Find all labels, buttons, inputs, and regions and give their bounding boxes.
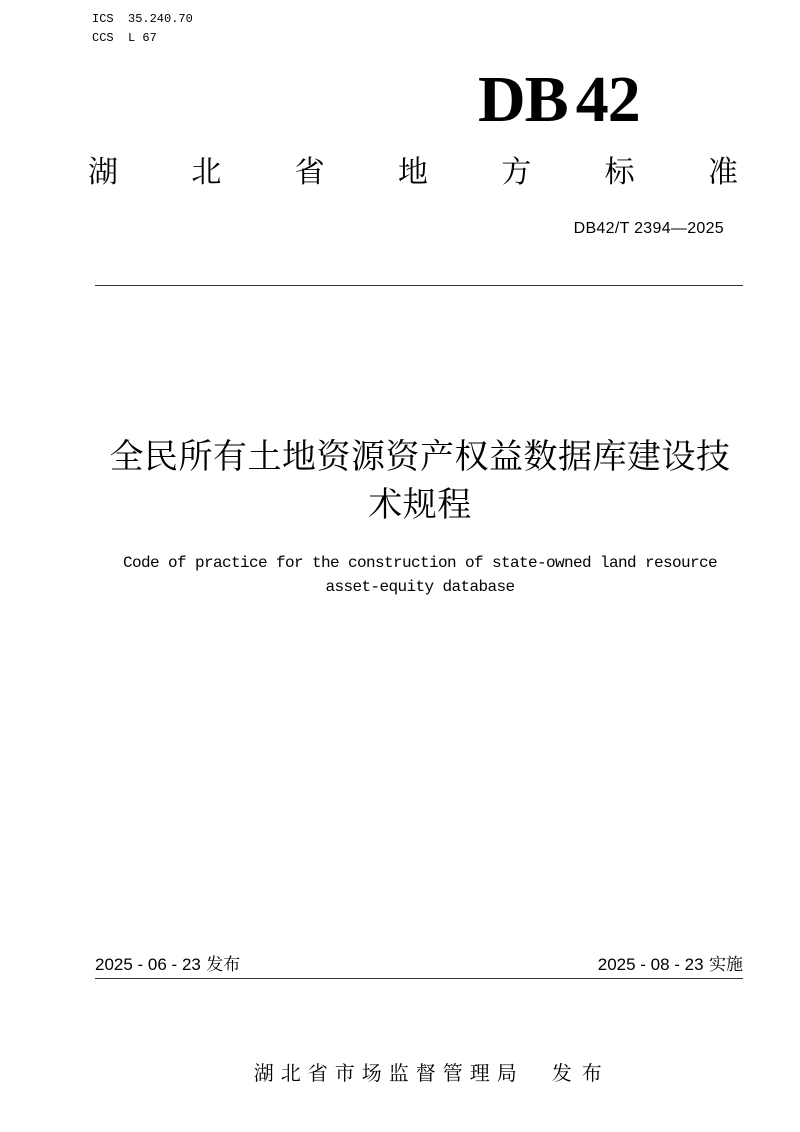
footer-divider	[95, 978, 743, 979]
standard-type-char: 准	[707, 155, 738, 190]
standard-type-char: 方	[501, 155, 532, 190]
title-chinese-line-1: 全民所有土地资源资产权益数据库建设技	[109, 437, 731, 477]
standard-type-char: 北	[191, 155, 222, 190]
title-english-line-2: asset-equity database	[325, 578, 515, 596]
db-mark-logo	[478, 62, 640, 138]
standard-type-char: 省	[294, 155, 325, 190]
title-chinese-line-2: 术规程	[368, 485, 472, 525]
ics-code: ICS 35.240.70	[92, 12, 193, 26]
db-mark-letters: DB	[478, 63, 568, 136]
ccs-code: CCS L 67	[92, 31, 157, 45]
header-divider	[95, 285, 743, 286]
date-row	[95, 953, 743, 977]
title-english-line-1: Code of practice for the construction of state-owned land resource	[122, 554, 718, 572]
db-mark-number: 42	[575, 63, 640, 136]
document-title-english	[60, 551, 780, 599]
standard-type-heading	[88, 152, 738, 194]
publish-date: 2025 - 06 - 23	[95, 955, 201, 974]
publish-label: 发布	[206, 955, 241, 975]
publish-date-group	[95, 953, 240, 977]
implement-date: 2025 - 08 - 23	[597, 955, 704, 974]
implement-label: 实施	[709, 955, 743, 975]
classification-codes	[92, 10, 193, 48]
issue-label: 发布	[551, 1061, 612, 1085]
publisher-name: 湖北省市场监督管理局	[253, 1061, 524, 1085]
standard-number: DB42/T 2394—2025	[573, 220, 724, 237]
standard-type-char: 地	[397, 155, 428, 190]
implement-date-group	[598, 953, 743, 977]
publisher-line	[227, 1031, 612, 1087]
document-title-chinese	[60, 433, 780, 529]
standard-type-char: 标	[604, 155, 635, 190]
standard-type-char: 湖	[88, 155, 118, 190]
